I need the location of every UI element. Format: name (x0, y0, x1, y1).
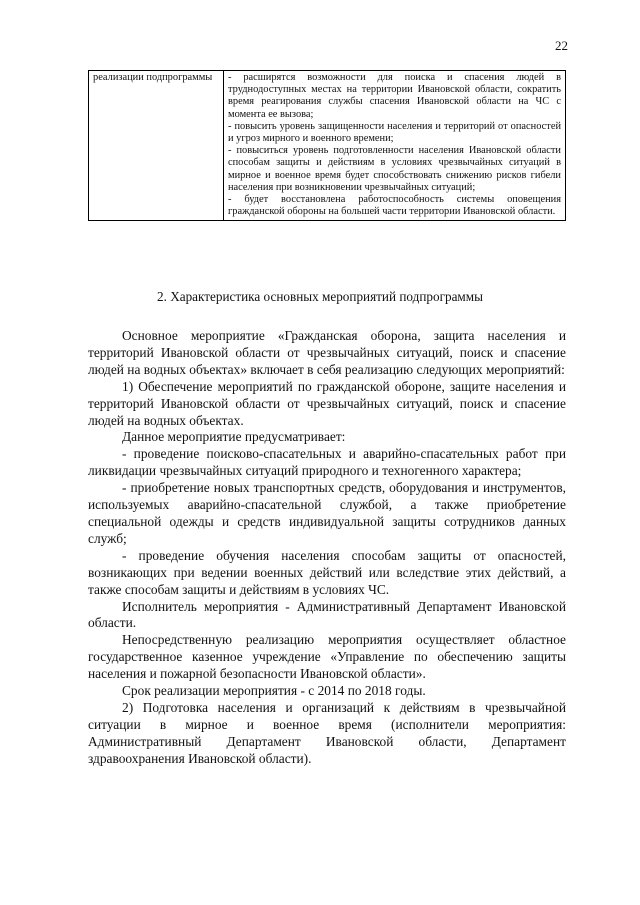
page-number: 22 (555, 38, 568, 53)
paragraph: - приобретение новых транспортных средств, оборудования и инструментов, используемых аварийно-спасательной службой, а также приобретение специальной одежды и средств индивидуальной защиты сотрудников данных служб; (88, 480, 566, 546)
table-content-cell (224, 71, 566, 221)
paragraph: 1) Обеспечение мероприятий по гражданской обороне, защите населения и территорий Ивановской области от чрезвычайных ситуаций, поиск и спасение людей на водных объектах. (88, 378, 566, 428)
body-text (88, 328, 566, 768)
paragraph: Срок реализации мероприятия - с 2014 по 2018 годы. (122, 683, 426, 699)
result-item: - повыситься уровень подготовленности населения Ивановской области способам защиты и действиям в условиях чрезвычайных ситуаций в мирное и военное время будет способствовать снижению рисков гибели населения при возникновении чрезвычайных ситуаций; (228, 145, 561, 193)
paragraph: Основное мероприятие «Гражданская оборона, защита населения и территорий Ивановской области от чрезвычайных ситуаций, поиск и спасение людей на водных объектах» включает в себя реализацию следующих мероприятий: (88, 328, 566, 377)
expected-results-table (88, 70, 566, 221)
result-item: - расширятся возможности для поиска и спасения людей в труднодоступных местах на территории Ивановской области, сократить время реагирования службы спасения Ивановской области на ЧС с момента ее вызова; (228, 72, 561, 120)
result-item: - будет восстановлена работоспособность системы оповещения гражданской обороны на большей части территории Ивановской области. (228, 194, 561, 218)
result-item: - повысить уровень защищенности населения и территорий от опасностей и угроз мирного и военного времени; (228, 120, 561, 145)
paragraph: Данное мероприятие предусматривает: (122, 429, 346, 445)
table-label-cell: реализации подпрограммы (89, 71, 224, 221)
section-title: 2. Характеристика основных мероприятий подпрограммы (157, 289, 483, 304)
paragraph: Исполнитель мероприятия - Административный Департамент Ивановской области. (88, 598, 566, 631)
paragraph: Непосредственную реализацию мероприятия осуществляет областное государственное казенное учреждение «Управление по обеспечению защиты населения и пожарной безопасности Ивановской области». (88, 632, 566, 682)
paragraph: - проведение поисково-спасательных и аварийно-спасательных работ при ликвидации чрезвычайных ситуаций природного и техногенного характера; (88, 446, 566, 479)
table-row (89, 71, 566, 221)
paragraph: 2) Подготовка населения и организаций к действиям в чрезвычайной ситуации в мирное и военное время (исполнители мероприятия: Административный Департамент Ивановской области, Департамент здравоохранения Ивановской области). (88, 699, 566, 766)
paragraph: - проведение обучения населения способам защиты от опасностей, возникающих при ведении военных действий или вследствие этих действий, а также способам защиты и действиям в условиях ЧС. (88, 547, 566, 597)
